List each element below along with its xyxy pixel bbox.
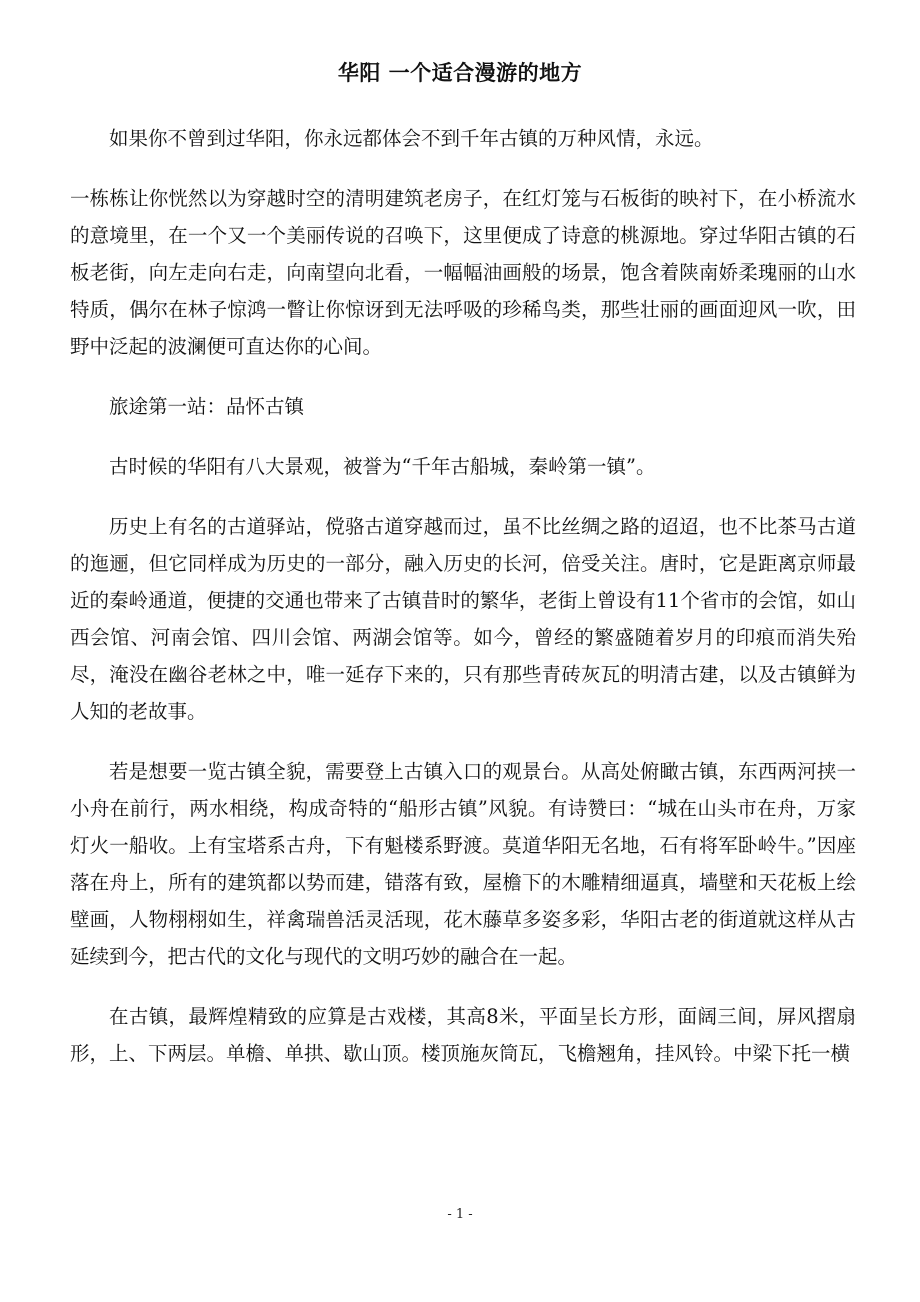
paragraph-intro: 如果你不曾到过华阳，你永远都体会不到千年古镇的万种风情，永远。 <box>109 127 714 150</box>
document-body <box>70 120 856 1095</box>
document-title: 华阳 一个适合漫游的地方 <box>337 61 583 85</box>
paragraph-description: 一栋栋让你恍然以为穿越时空的清明建筑老房子，在红灯笼与石板街的映衬下，在小桥流水的意境里，在一个又一个美丽传说的召唤下，这里便成了诗意的桃源地。穿过华阳古镇的石板老街，向左走向右走，向南望向北看，一幅幅油画般的场景，饱含着陕南娇柔瑰丽的山水特质，偶尔在林子惊鸿一瞥让你惊讶到无法呼吸的珍稀鸟类，那些壮丽的画面迎风一吹，田野中泛起的波澜便可直达你的心间。 <box>70 187 856 358</box>
paragraph-opera-tower: 在古镇，最辉煌精致的应算是古戏楼，其高8米，平面呈长方形，面阔三间，屏风摺扇形，上、下两层。单檐、单拱、歇山顶。楼顶施灰筒瓦，飞檐翘角，挂风铃。中梁下托一横 <box>70 1005 856 1065</box>
section-heading-first-stop: 旅途第一站：品怀古镇 <box>109 395 305 418</box>
paragraph-history: 历史上有名的古道驿站，傥骆古道穿越而过，虽不比丝绸之路的迢迢，也不比茶马古道的迤逦，但它同样成为历史的一部分，融入历史的长河，倍受关注。唐时，它是距离京师最近的秦岭通道，便捷的交通也带来了古镇昔时的繁华，老街上曾设有11个省市的会馆，如山西会馆、河南会馆、四川会馆、两湖会馆等。如今，曾经的繁盛随着岁月的印痕而消失殆尽，淹没在幽谷老林之中，唯一延存下来的，只有那些青砖灰瓦的明清古建，以及古镇鲜为人知的老故事。 <box>70 515 856 723</box>
paragraph-overview: 若是想要一览古镇全貌，需要登上古镇入口的观景台。从高处俯瞰古镇，东西两河挟一小舟在前行，两水相绕，构成奇特的“船形古镇”风貌。有诗赞曰：“城在山头市在舟，万家灯火一船收。上有宝塔系古舟，下有魁楼系野渡。莫道华阳无名地，石有将军卧岭牛。”因座落在舟上，所有的建筑都以势而建，错落有致，屋檐下的木雕精细逼真，墙壁和天花板上绘壁画，人物栩栩如生，祥禽瑞兽活灵活现，花木藤草多姿多彩，华阳古老的街道就这样从古延续到今，把古代的文化与现代的文明巧妙的融合在一起。 <box>70 760 856 968</box>
page-number: - 1 - <box>447 1207 473 1222</box>
paragraph-eight-sights: 古时候的华阳有八大景观，被誉为“千年古船城，秦岭第一镇”。 <box>109 455 656 478</box>
